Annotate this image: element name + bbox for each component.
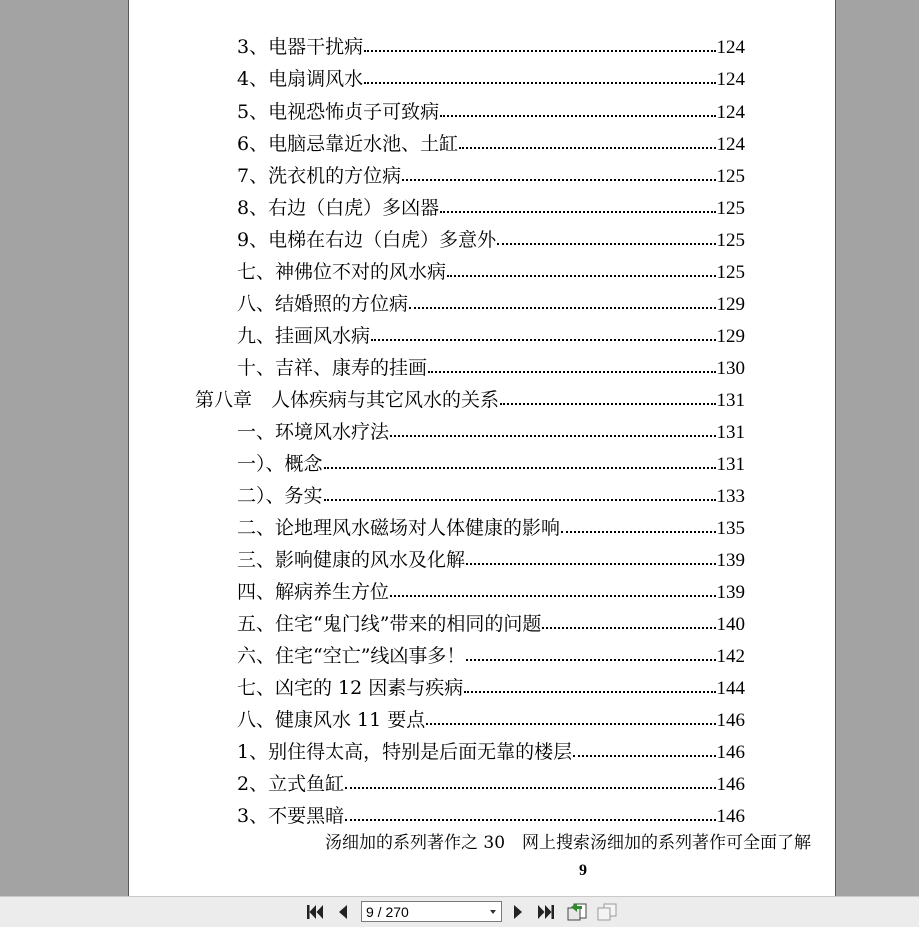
toc-entry-page: 129 [716,294,745,314]
toc-dot-leader [364,50,715,52]
toc-entry-label: 五、住宅“鬼门线”带来的相同的问题 [237,613,542,634]
toc-entry-page: 139 [716,582,745,602]
toc-entry [237,574,745,602]
toc-entry-label: 一）、概念 [237,453,323,474]
next-page-icon [510,903,526,921]
first-page-icon [305,903,325,921]
toc-entry-page: 142 [716,646,745,666]
toc-entry-label: 八、结婚照的方位病 [237,293,409,314]
toc-entry-page: 124 [716,69,745,89]
toc-entry-label: 3、电器干扰病 [237,36,364,57]
toc-dot-leader [426,723,715,725]
toc-entry-label: 4、电扇调风水 [237,68,364,89]
toc-entry [237,766,745,794]
toc-dot-leader [464,691,715,693]
toc-dot-leader [409,307,715,309]
toc-entry [237,94,745,122]
toc-dot-leader [390,595,715,597]
toc-entry-page: 131 [716,454,745,474]
toc-entry [237,446,745,474]
copy-pages-icon [596,902,618,922]
last-page-button[interactable] [535,902,557,922]
toc-entry-page: 144 [716,678,745,698]
toc-entry [237,190,745,218]
toc-dot-leader [500,403,715,405]
toc-entry [237,222,745,250]
page-selector[interactable] [361,901,502,922]
first-page-button[interactable] [304,902,326,922]
extract-pages-button[interactable] [566,902,588,922]
extract-pages-icon [566,902,588,922]
toc-entry-label: 三、影响健康的风水及化解 [237,549,466,570]
page-indicator: 9 / 270 [366,903,409,920]
toc-entry-page: 129 [716,326,745,346]
toc-entry-page: 124 [716,134,745,154]
toc-entry-label: 八、健康风水 11 要点 [237,709,426,730]
toc-entry-page: 125 [716,262,745,282]
toc-entry [237,702,745,730]
toc-entry-label: 第八章 人体疾病与其它风水的关系 [195,389,500,410]
toc-entry-label: 七、神佛位不对的风水病 [237,261,447,282]
toc-entry-page: 140 [716,614,745,634]
toc-dot-leader [447,275,715,277]
toc-entry-label: 一、环境风水疗法 [237,421,390,442]
footer-note: 汤细加的系列著作之 30 网上搜索汤细加的系列著作可全面了解 [325,833,812,853]
toc-dot-leader [324,499,716,501]
toc-entry [237,478,745,506]
toc-entry-label: 二）、务实 [237,485,323,506]
toc-entry-page: 139 [716,550,745,570]
toc-dot-leader [390,435,715,437]
document-page [128,0,836,896]
toc-entry [237,318,745,346]
toc-entry-label: 1、别住得太高，特别是后面无靠的楼层 [237,741,573,762]
toc-entry-label: 6、电脑忌靠近水池、土缸 [237,133,459,154]
toc-entry-page: 146 [716,742,745,762]
toc-dot-leader [364,82,715,84]
toc-dot-leader [440,115,715,117]
toc-entry [237,798,745,826]
toc-dot-leader [345,819,715,821]
toc-entry-page: 124 [716,37,745,57]
toc-entry-label: 二、论地理风水磁场对人体健康的影响 [237,517,561,538]
toc-entry-label: 5、电视恐怖贞子可致病 [237,101,440,122]
toc-entry-page: 125 [716,166,745,186]
toc-entry-page: 146 [716,806,745,826]
toc-entry [237,126,745,154]
toc-entry [237,158,745,186]
toc-entry [237,606,745,634]
toc-entry [237,510,745,538]
toc-entry-page: 130 [716,358,745,378]
toc-entry [237,542,745,570]
toc-entry-label: 2、立式鱼缸 [237,773,345,794]
toc-dot-leader [497,243,715,245]
copy-pages-button[interactable] [596,902,618,922]
toc-entry-label: 四、解病养生方位 [237,581,390,602]
toc-dot-leader [402,179,715,181]
toc-dot-leader [466,563,715,565]
toc-entry-page: 133 [716,486,745,506]
toc-dot-leader [542,627,715,629]
toc-entry [237,350,745,378]
toc-dot-leader [345,787,715,789]
toc-entry-page: 135 [716,518,745,538]
toc-entry-label: 7、洗衣机的方位病 [237,165,402,186]
toc-entry [195,382,745,410]
toc-entry [237,61,745,89]
toc-entry-label: 六、住宅“空亡”线凶事多！ [237,645,466,666]
toc-dot-leader [573,755,715,757]
toc-dot-leader [561,531,715,533]
page-number: 9 [579,862,587,879]
last-page-icon [536,903,556,921]
toc-dot-leader [466,659,715,661]
toc-entry-page: 124 [716,102,745,122]
toc-dot-leader [428,371,715,373]
toc-entry [237,414,745,442]
pdf-navigation-toolbar [0,896,919,927]
previous-page-icon [335,903,351,921]
toc-entry-label: 3、不要黑暗 [237,805,345,826]
previous-page-button[interactable] [332,902,354,922]
toc-entry-page: 131 [716,390,745,410]
toc-entry-label: 8、右边（白虎）多凶器 [237,197,440,218]
toc-entry-page: 146 [716,710,745,730]
toc-entry [237,29,745,57]
chevron-down-icon [490,910,496,914]
toc-entry-label: 十、吉祥、康寿的挂画 [237,357,428,378]
next-page-button[interactable] [507,902,529,922]
toc-dot-leader [371,339,715,341]
toc-dot-leader [459,147,715,149]
toc-entry-page: 125 [716,230,745,250]
toc-entry-label: 七、凶宅的 12 因素与疾病 [237,677,464,698]
toc-entry [237,638,745,666]
toc-entry [237,254,745,282]
toc-entry-page: 131 [716,422,745,442]
toc-entry-page: 125 [716,198,745,218]
toc-dot-leader [440,211,715,213]
toc-entry-label: 9、电梯在右边（白虎）多意外 [237,229,497,250]
toc-entry-page: 146 [716,774,745,794]
toc-entry-label: 九、挂画风水病 [237,325,371,346]
toc-dot-leader [324,467,716,469]
toc-entry [237,286,745,314]
toc-entry [237,670,745,698]
toc-entry [237,734,745,762]
